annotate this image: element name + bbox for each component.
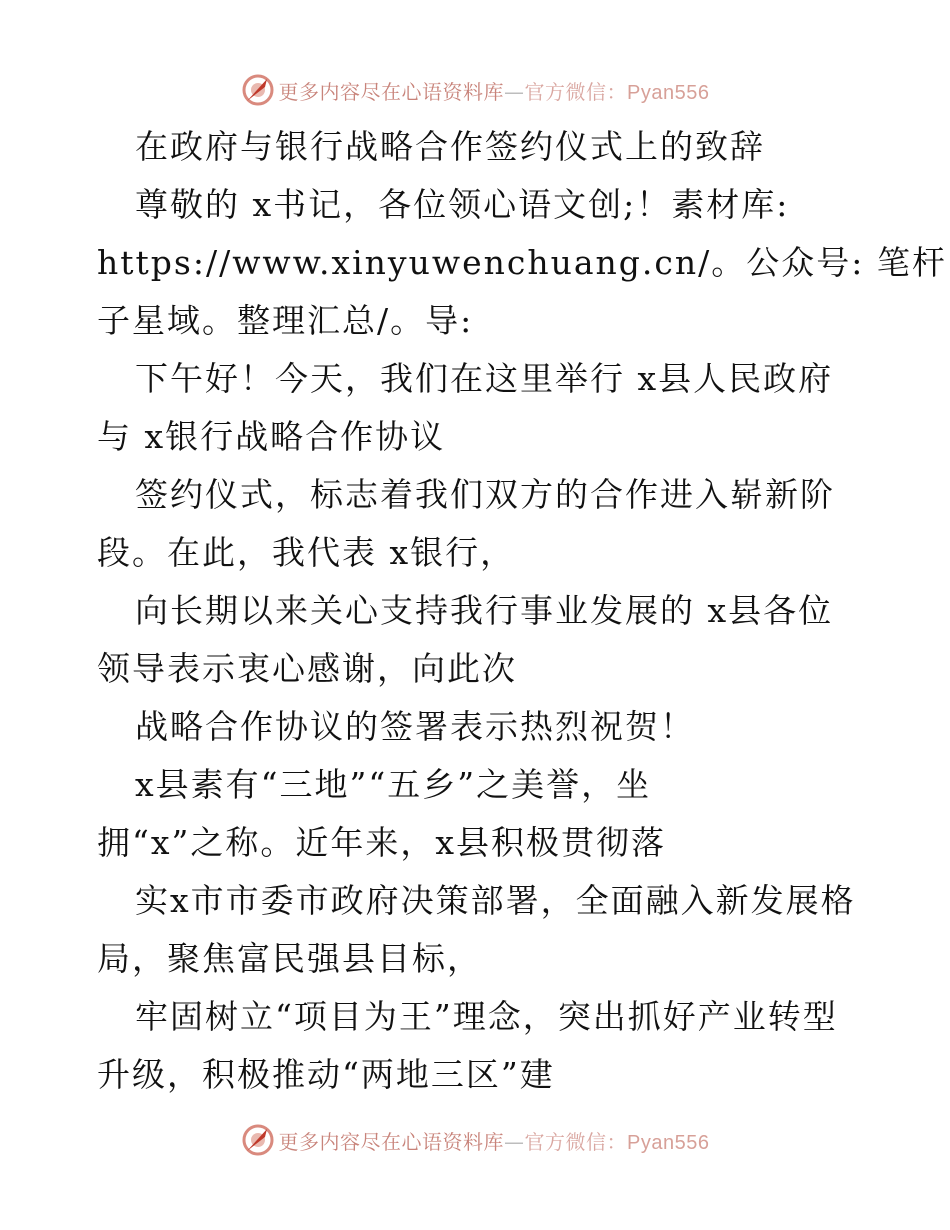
watermark-main: 更多内容尽在心语资料库 [278,79,505,104]
watermark-text [279,76,710,105]
quill-logo-icon [241,73,275,107]
watermark-separator: — [504,1129,525,1154]
text-line: 子星域。整理汇总/。导: [97,301,474,340]
quill-logo-icon [241,1123,275,1157]
text-line: 签约仪式，标志着我们双方的合作进入崭新阶 [135,475,835,514]
watermark-wechat-id: Pyan556 [627,81,710,104]
text-line: 下午好！今天，我们在这里举行 x县人民政府 [135,359,834,398]
text-line: 领导表示衷心感谢，向此次 [97,649,517,688]
text-line: 升级，积极推动“两地三区”建 [97,1055,555,1094]
text-line: 战略合作协议的签署表示热烈祝贺！ [135,707,695,746]
text-line: 向长期以来关心支持我行事业发展的 x县各位 [135,591,834,630]
watermark-official: 官方微信： [524,79,628,104]
text-line: 尊敬的 x书记，各位领心语文创;！素材库: [135,185,790,224]
text-line: x县素有“三地”“五乡”之美誉，坐 [135,765,652,804]
text-line: 实x市市委市政府决策部署，全面融入新发展格 [135,881,856,920]
watermark-separator: — [504,79,525,104]
header-watermark [0,70,950,110]
text-line: 段。在此，我代表 x银行， [97,533,516,572]
text-line: 拥“x”之称。近年来，x县积极贯彻落 [97,823,666,862]
document-body [97,118,947,1104]
text-line: 局，聚焦富民强县目标， [97,939,482,978]
text-line: 与 x银行战略合作协议 [97,417,446,456]
watermark-main: 更多内容尽在心语资料库 [278,1129,505,1154]
text-line: 牢固树立“项目为王”理念，突出抓好产业转型 [135,997,838,1036]
watermark-wechat-id: Pyan556 [627,1131,710,1154]
text-line: https://www.xinyuwenchuang.cn/。公众号: 笔杆 [97,243,947,282]
watermark-official: 官方微信： [524,1129,628,1154]
document-title: 在政府与银行战略合作签约仪式上的致辞 [135,127,765,166]
watermark-text [279,1126,710,1155]
footer-watermark [0,1120,950,1160]
